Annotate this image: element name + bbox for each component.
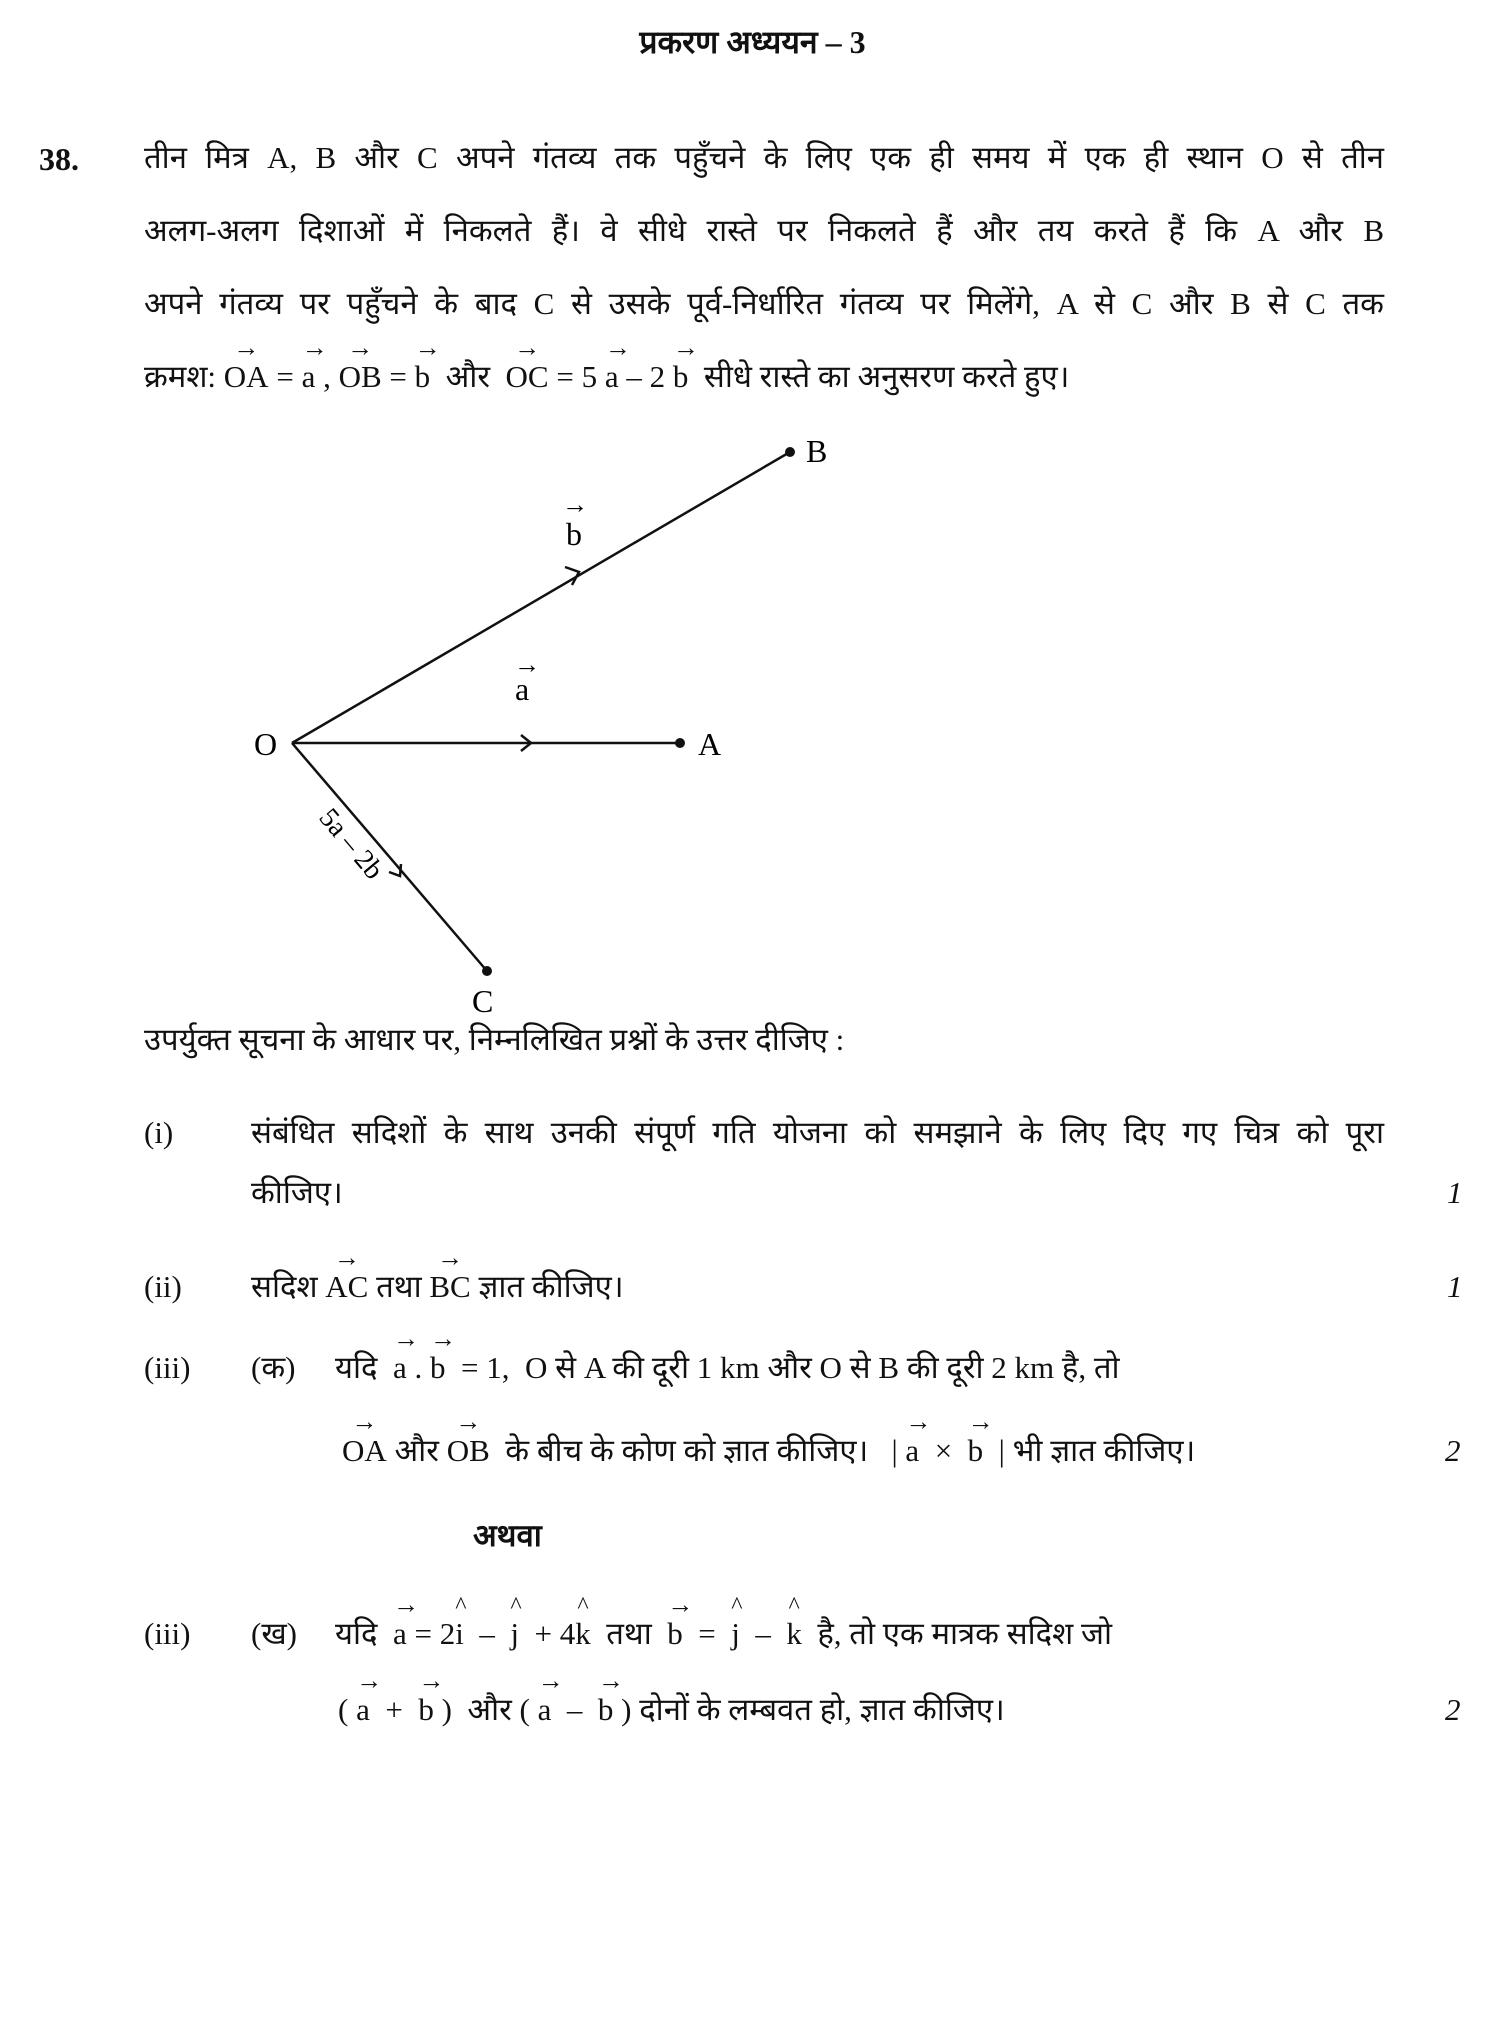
text-segment: यदि — [335, 1350, 393, 1385]
point-c-dot — [482, 966, 492, 976]
point-a-label: A — [698, 726, 722, 762]
vector-arrow-icon: → — [333, 1243, 360, 1272]
vector-name: a — [604, 359, 619, 394]
text-segment: = 5 — [548, 359, 605, 394]
vector-arrow-icon: → — [430, 1324, 456, 1353]
point-a-dot — [675, 738, 685, 748]
unit-vector-name: k — [575, 1616, 591, 1651]
vector-arrow-icon: → — [301, 333, 328, 362]
vector-name: a — [301, 359, 316, 394]
text-segment: – — [551, 1692, 598, 1727]
text-segment: के बीच के कोण को ज्ञात कीजिए। | — [489, 1433, 906, 1468]
unit-vector-name: k — [786, 1616, 802, 1651]
vector-b — [597, 1666, 624, 1727]
part-i-text-line-1: संबंधित सदिशों के साथ उनकी संपूर्ण गति योजना को समझाने के लिए दिए गए चित्र को पूरा — [251, 1115, 1384, 1150]
unit-vector-k — [575, 1593, 591, 1651]
vector-oc-line — [292, 743, 487, 971]
part-iii-b-label: (iii) — [144, 1616, 191, 1651]
part-ii-marks: 1 — [1447, 1269, 1463, 1304]
text-segment: तथा — [590, 1616, 668, 1651]
vector-arrow-icon: → — [455, 1407, 482, 1436]
vector-name: b — [418, 1692, 434, 1727]
vector-name: b — [667, 1616, 683, 1651]
unit-vector-j — [510, 1593, 522, 1651]
vector-c-label: 5a – 2b — [312, 802, 390, 886]
text-segment: = 1, O से A की दूरी 1 km और O से B की दूरी 2 km है, तो — [445, 1350, 1120, 1385]
unit-vector-j — [731, 1593, 743, 1651]
vector-name: OA — [342, 1433, 387, 1468]
question-line-1: तीन मित्र A, B और C अपने गंतव्य तक पहुँचने के लिए एक ही समय में एक ही स्थान O से तीन — [144, 140, 1384, 175]
text-segment: ) और ( — [433, 1692, 538, 1727]
unit-vector-i — [455, 1593, 467, 1651]
text-segment: यदि — [335, 1616, 393, 1651]
point-c-label: C — [472, 983, 494, 1019]
text-segment: है, तो एक मात्रक सदिश जो — [801, 1616, 1112, 1651]
vector-name: AC — [325, 1269, 369, 1304]
text-segment: और — [430, 359, 506, 394]
unit-vector-name: j — [510, 1616, 519, 1651]
part-iii-b-text-line-2 — [338, 1666, 1005, 1727]
hat-icon: ^ — [731, 1593, 743, 1619]
part-i-marks: 1 — [1447, 1175, 1463, 1210]
vector-arrow-icon: → — [414, 333, 441, 362]
part-iii-a-text-line-1 — [335, 1324, 1120, 1385]
point-b-dot — [785, 447, 795, 457]
text-segment: क्रमश: — [144, 359, 224, 394]
part-i-text-line-2: कीजिए। — [251, 1175, 343, 1210]
vector-a-arrow-icon: → — [514, 650, 540, 679]
vector-ob-line — [292, 452, 790, 743]
vector-ac — [325, 1243, 369, 1304]
vector-arrow-icon: → — [392, 1590, 419, 1619]
part-iii-b-sublabel: (ख) — [251, 1616, 298, 1651]
vector-name: OC — [505, 359, 549, 394]
text-segment: तथा — [368, 1269, 430, 1304]
vector-name: b — [414, 359, 431, 394]
text-segment: और — [386, 1433, 447, 1468]
vector-name: OA — [223, 359, 269, 394]
vector-arrow-icon: → — [392, 1324, 419, 1353]
vector-name: OB — [338, 359, 382, 394]
text-segment: = — [682, 1616, 732, 1651]
vector-b — [430, 1324, 456, 1385]
text-segment: ज्ञात कीजिए। — [470, 1269, 624, 1304]
vector-arrow-icon: → — [351, 1407, 378, 1436]
vector-arrow-icon: → — [667, 1590, 694, 1619]
part-iii-a-marks: 2 — [1445, 1433, 1461, 1468]
vector-arrow-icon: → — [418, 1666, 445, 1695]
unit-vector-name: i — [455, 1616, 464, 1651]
text-segment: , — [315, 359, 339, 394]
text-segment: सदिश — [251, 1269, 326, 1304]
hat-icon: ^ — [577, 1593, 589, 1619]
vector-name: b — [967, 1433, 984, 1468]
vector-arrow-icon: → — [597, 1666, 624, 1695]
vector-a — [905, 1407, 932, 1468]
text-segment: + — [369, 1692, 419, 1727]
unit-vector-name: j — [731, 1616, 740, 1651]
vector-name: b — [672, 359, 689, 394]
vector-name: a — [392, 1350, 407, 1385]
vector-b — [418, 1666, 445, 1727]
or-separator: अथवा — [473, 1518, 542, 1553]
unit-vector-k — [786, 1593, 802, 1651]
text-segment: × — [919, 1433, 968, 1468]
instructions-text: उपर्युक्त सूचना के आधार पर, निम्नलिखित प्रश्नों के उत्तर दीजिए : — [144, 1022, 845, 1057]
vector-a — [537, 1666, 564, 1727]
text-segment: – — [463, 1616, 511, 1651]
vector-arrow-icon: → — [437, 1243, 464, 1272]
vector-arrow-icon: → — [672, 333, 699, 362]
vector-arrow-icon: → — [604, 333, 631, 362]
question-number: 38. — [39, 141, 79, 177]
hat-icon: ^ — [788, 1593, 800, 1619]
text-segment: = — [381, 359, 415, 394]
vector-name: a — [537, 1692, 552, 1727]
text-segment: – 2 — [618, 359, 673, 394]
hat-icon: ^ — [455, 1593, 467, 1619]
text-segment: | भी ज्ञात कीजिए। — [983, 1433, 1196, 1468]
vector-name: a — [905, 1433, 920, 1468]
vector-a — [392, 1590, 419, 1651]
part-ii-text — [251, 1243, 624, 1304]
question-line-3: अपने गंतव्य पर पहुँचने के बाद C से उसके पूर्व-निर्धारित गंतव्य पर मिलेंगे, A से C और B से C तक — [144, 286, 1384, 321]
vector-arrow-icon: → — [905, 1407, 932, 1436]
vector-name: BC — [429, 1269, 471, 1304]
text-segment: सीधे रास्ते का अनुसरण करते हुए। — [688, 359, 1070, 394]
question-line-2: अलग-अलग दिशाओं में निकलते हैं। वे सीधे रास्ते पर निकलते हैं और तय करते हैं कि A और B — [144, 213, 1384, 248]
text-segment: . — [406, 1350, 430, 1385]
part-iii-a-sublabel: (क) — [251, 1350, 296, 1385]
vector-arrow-icon: → — [514, 333, 541, 362]
vector-arrow-icon: → — [347, 333, 374, 362]
text-segment: – — [739, 1616, 787, 1651]
part-iii-b-marks: 2 — [1445, 1692, 1461, 1727]
vector-a-label: a — [515, 671, 530, 707]
part-ii-label: (ii) — [144, 1269, 182, 1304]
text-segment: = 2 — [406, 1616, 456, 1651]
text-segment: ) दोनों के लम्बवत हो, ज्ञात कीजिए। — [613, 1692, 1005, 1727]
point-b-label: B — [806, 433, 828, 469]
text-segment: = — [268, 359, 302, 394]
page-title: प्रकरण अध्ययन – 3 — [639, 24, 866, 60]
vector-arrow-icon: → — [537, 1666, 564, 1695]
vector-a — [392, 1324, 419, 1385]
vector-b-arrow-icon: → — [562, 490, 588, 519]
vector-arrow-icon: → — [233, 333, 260, 362]
vector-name: OB — [446, 1433, 490, 1468]
part-iii-b-text-line-1 — [335, 1590, 1112, 1651]
part-iii-a-text-line-2 — [342, 1407, 1196, 1468]
vector-ob — [446, 1407, 490, 1468]
hat-icon: ^ — [510, 1593, 522, 1619]
vector-name: a — [356, 1692, 370, 1727]
point-o-label: O — [254, 726, 278, 762]
vector-arrow-icon: → — [356, 1666, 383, 1695]
vector-a — [356, 1666, 383, 1727]
vector-oa — [342, 1407, 387, 1468]
vector-b-label: b — [566, 516, 582, 552]
part-iii-a-label: (iii) — [144, 1350, 191, 1385]
text-segment: + 4 — [518, 1616, 576, 1651]
vector-b — [667, 1590, 694, 1651]
vector-name: a — [392, 1616, 407, 1651]
vector-name: b — [430, 1350, 446, 1385]
vector-arrow-icon: → — [967, 1407, 994, 1436]
vector-b — [967, 1407, 994, 1468]
text-segment: ( — [338, 1692, 357, 1727]
part-i-label: (i) — [144, 1115, 174, 1150]
vector-bc — [429, 1243, 471, 1304]
vector-name: b — [597, 1692, 614, 1727]
